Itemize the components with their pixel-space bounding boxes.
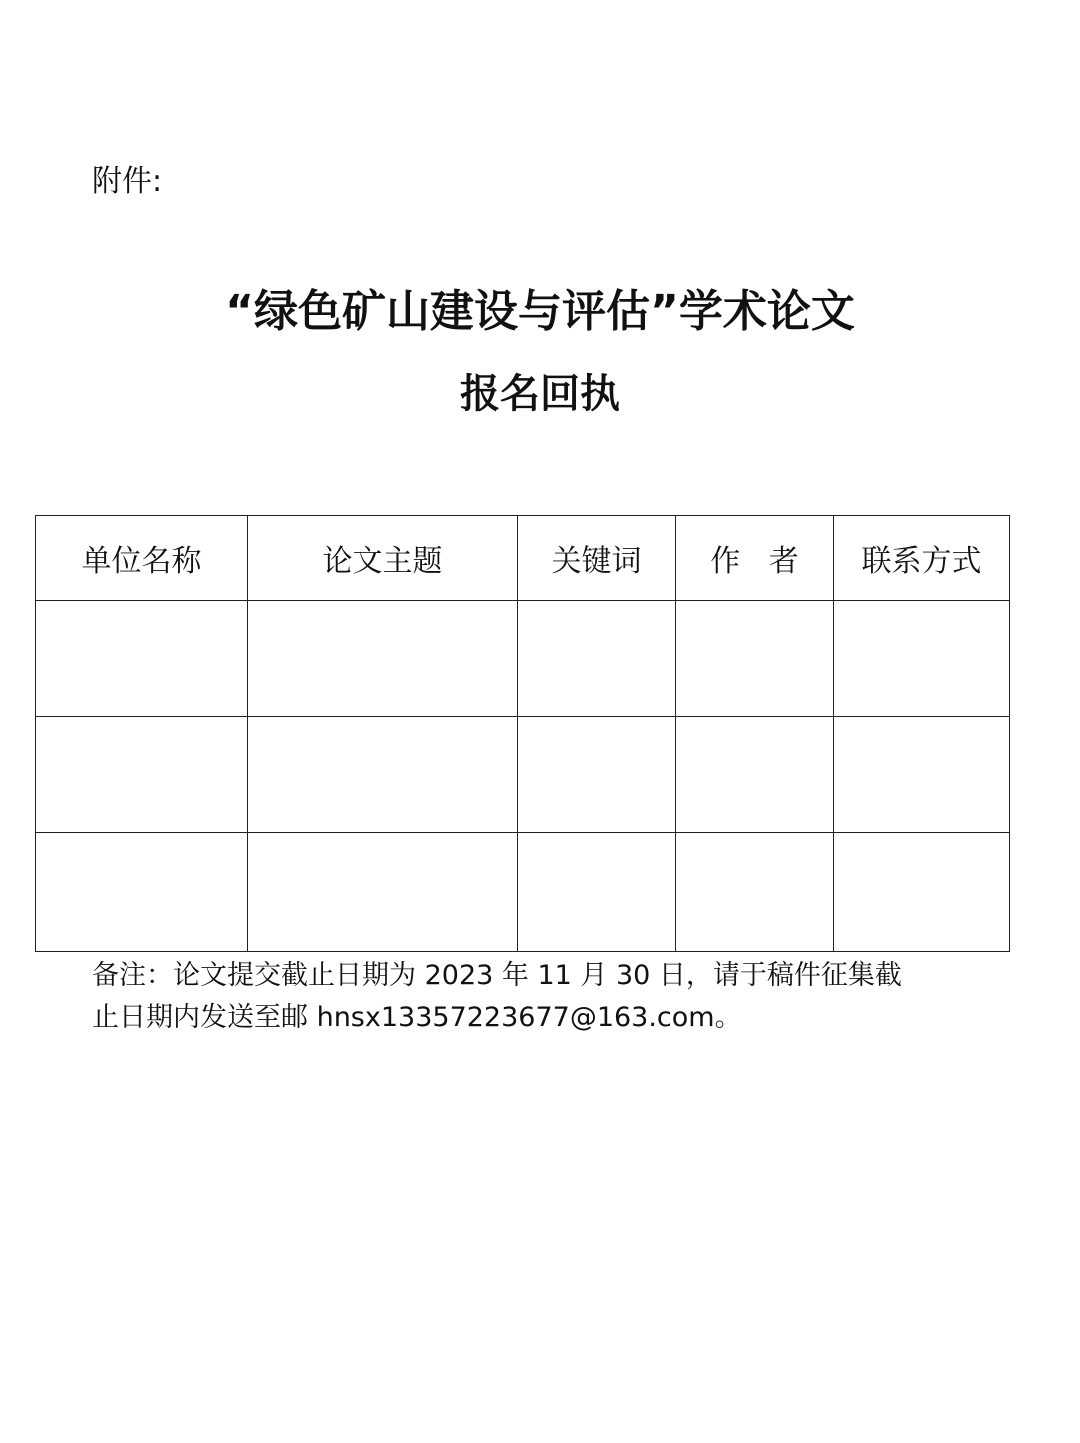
- table-cell-author[interactable]: [676, 601, 834, 717]
- column-header-keywords: 关键词: [518, 516, 676, 601]
- document-title: “绿色矿山建设与评估”学术论文: [225, 286, 855, 337]
- table-cell-unit-name[interactable]: [36, 833, 248, 952]
- table-cell-contact[interactable]: [834, 833, 1010, 952]
- table-cell-keywords[interactable]: [518, 833, 676, 952]
- table-cell-keywords[interactable]: [518, 717, 676, 833]
- column-header-paper-topic: 论文主题: [248, 516, 518, 601]
- table-header-row: [36, 516, 1010, 601]
- table-row: [36, 833, 1010, 952]
- table-cell-unit-name[interactable]: [36, 601, 248, 717]
- column-header-author: 作 者: [676, 516, 834, 601]
- note-line-2: 止日期内发送至邮 hnsx13357223677@163.com。: [92, 1002, 742, 1033]
- table-cell-paper-topic[interactable]: [248, 717, 518, 833]
- registration-table: [35, 515, 1010, 952]
- table-cell-paper-topic[interactable]: [248, 833, 518, 952]
- table-cell-keywords[interactable]: [518, 601, 676, 717]
- document-subtitle: 报名回执: [460, 371, 620, 417]
- table-row: [36, 601, 1010, 717]
- table-cell-author[interactable]: [676, 717, 834, 833]
- note-line-1: 备注：论文提交截止日期为 2023 年 11 月 30 日，请于稿件征集截: [92, 960, 902, 991]
- column-header-contact: 联系方式: [834, 516, 1010, 601]
- table-cell-contact[interactable]: [834, 601, 1010, 717]
- table-row: [36, 717, 1010, 833]
- table-cell-contact[interactable]: [834, 717, 1010, 833]
- note-block: [92, 955, 972, 1039]
- table-cell-paper-topic[interactable]: [248, 601, 518, 717]
- attachment-label: 附件:: [92, 164, 163, 199]
- table-cell-author[interactable]: [676, 833, 834, 952]
- table-cell-unit-name[interactable]: [36, 717, 248, 833]
- column-header-unit-name: 单位名称: [36, 516, 248, 601]
